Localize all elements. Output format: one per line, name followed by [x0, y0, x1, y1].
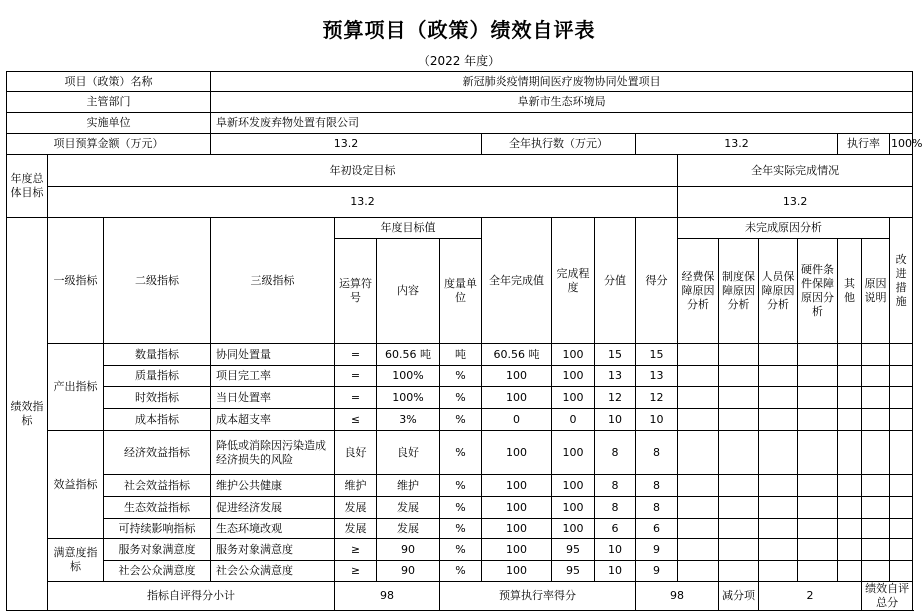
row-op: 良好: [335, 431, 377, 475]
goal-value-row: [7, 187, 913, 218]
row-op: ≥: [335, 539, 377, 561]
level3-header: 三级指标: [211, 218, 335, 344]
row-level2: 经济效益指标: [104, 431, 211, 475]
row-unit: 吨: [440, 344, 482, 366]
table-row: [7, 344, 913, 366]
table-row: [7, 561, 913, 582]
rate-value: 100%: [890, 134, 913, 155]
report-year: （2022 年度）: [417, 54, 501, 68]
unit-value: 阜新环发废弃物处置有限公司: [211, 113, 913, 134]
reason-note-header: 原因说明: [862, 239, 890, 344]
row-score: 8: [595, 497, 636, 519]
row-degree: 100: [552, 475, 595, 497]
row-score: 10: [595, 561, 636, 582]
degree-header: 完成程度: [552, 218, 595, 344]
row-level3: 维护公共健康: [211, 475, 335, 497]
row-got: 15: [636, 344, 678, 366]
row-degree: 95: [552, 561, 595, 582]
row-score: 10: [595, 539, 636, 561]
row-got: 10: [636, 409, 678, 431]
project-name-value: 新冠肺炎疫情期间医疗废物协同处置项目: [211, 72, 913, 92]
row-done: 100: [482, 387, 552, 409]
completed-header: 全年完成值: [482, 218, 552, 344]
row-op: ≥: [335, 561, 377, 582]
indicator-header-row: [7, 218, 913, 239]
row-level3: 当日处置率: [211, 387, 335, 409]
row-content: 100%: [377, 387, 440, 409]
row-got: 6: [636, 519, 678, 539]
content-header: 内容: [377, 239, 440, 344]
row-level3: 协同处置量: [211, 344, 335, 366]
row-degree: 95: [552, 539, 595, 561]
row-got: 9: [636, 561, 678, 582]
row-op: 维护: [335, 475, 377, 497]
row-op: =: [335, 387, 377, 409]
project-name-label: 项目（政策）名称: [7, 72, 211, 92]
table-row: [7, 539, 913, 561]
row-op: ≤: [335, 409, 377, 431]
row-unit: %: [440, 539, 482, 561]
level1-header: 一级指标: [48, 218, 104, 344]
row-got: 8: [636, 431, 678, 475]
dept-row: [7, 92, 913, 113]
row-unit: %: [440, 497, 482, 519]
row-done: 100: [482, 366, 552, 387]
project-name-row: [7, 72, 913, 92]
group-satisfaction: 满意度指标: [48, 539, 104, 582]
table-row: [7, 475, 913, 497]
annual-target-header: 年度目标值: [335, 218, 482, 239]
row-degree: 100: [552, 387, 595, 409]
row-done: 100: [482, 561, 552, 582]
table-row: [7, 519, 913, 539]
reason-group-header: 未完成原因分析: [678, 218, 890, 239]
row-level2: 服务对象满意度: [104, 539, 211, 561]
row-level3: 成本超支率: [211, 409, 335, 431]
total-label: 绩效自评总分: [862, 582, 913, 611]
budget-value: 13.2: [211, 134, 482, 155]
improve-header: 改进措施: [890, 218, 913, 344]
row-done: 60.56 吨: [482, 344, 552, 366]
goal-header-row: [7, 155, 913, 187]
row-got: 9: [636, 539, 678, 561]
op-header: 运算符号: [335, 239, 377, 344]
self-evaluation-table: [6, 71, 922, 611]
row-content: 60.56 吨: [377, 344, 440, 366]
deduct-value: 2: [759, 582, 862, 611]
row-content: 100%: [377, 366, 440, 387]
table-row: [7, 366, 913, 387]
unit-row: [7, 113, 913, 134]
row-score: 8: [595, 475, 636, 497]
goal-actual-label: 全年实际完成情况: [678, 155, 913, 187]
dept-value: 阜新市生态环境局: [211, 92, 913, 113]
row-done: 100: [482, 475, 552, 497]
row-level2: 质量指标: [104, 366, 211, 387]
goal-actual-value: 13.2: [678, 187, 913, 218]
row-got: 12: [636, 387, 678, 409]
rate-label: 执行率: [838, 134, 890, 155]
row-got: 8: [636, 497, 678, 519]
row-unit: %: [440, 475, 482, 497]
row-level2: 生态效益指标: [104, 497, 211, 519]
table-row: [7, 497, 913, 519]
row-unit: %: [440, 519, 482, 539]
row-degree: 100: [552, 519, 595, 539]
row-score: 12: [595, 387, 636, 409]
perf-label: 绩效指标: [7, 218, 48, 611]
row-level3: 促进经济发展: [211, 497, 335, 519]
row-unit: %: [440, 387, 482, 409]
row-level2: 社会公众满意度: [104, 561, 211, 582]
dept-label: 主管部门: [7, 92, 211, 113]
row-degree: 100: [552, 431, 595, 475]
row-content: 3%: [377, 409, 440, 431]
exec-value: 13.2: [636, 134, 838, 155]
row-got: 13: [636, 366, 678, 387]
row-op: =: [335, 344, 377, 366]
row-level3: 服务对象满意度: [211, 539, 335, 561]
budget-row: [7, 134, 913, 155]
row-level2: 社会效益指标: [104, 475, 211, 497]
row-done: 100: [482, 431, 552, 475]
group-output: 产出指标: [48, 344, 104, 431]
goal-initial-value: 13.2: [48, 187, 678, 218]
level2-header: 二级指标: [104, 218, 211, 344]
row-level2: 数量指标: [104, 344, 211, 366]
row-unit: %: [440, 409, 482, 431]
row-level3: 生态环境改观: [211, 519, 335, 539]
footer-row: [7, 582, 913, 611]
row-unit: %: [440, 431, 482, 475]
reason-hardware-header: 硬件条件保障原因分析: [798, 239, 838, 344]
row-degree: 0: [552, 409, 595, 431]
row-score: 10: [595, 409, 636, 431]
row-level2: 时效指标: [104, 387, 211, 409]
row-done: 0: [482, 409, 552, 431]
row-degree: 100: [552, 366, 595, 387]
budget-score-label: 预算执行率得分: [440, 582, 636, 611]
budget-label: 项目预算金额（万元）: [7, 134, 211, 155]
row-content: 良好: [377, 431, 440, 475]
row-score: 15: [595, 344, 636, 366]
row-done: 100: [482, 519, 552, 539]
group-benefit: 效益指标: [48, 431, 104, 539]
reason-staff-header: 人员保障原因分析: [759, 239, 798, 344]
row-level3: 社会公众满意度: [211, 561, 335, 582]
row-content: 发展: [377, 497, 440, 519]
got-header: 得分: [636, 218, 678, 344]
table-row: [7, 431, 913, 475]
row-content: 90: [377, 561, 440, 582]
exec-label: 全年执行数（万元）: [482, 134, 636, 155]
subtotal-label: 指标自评得分小计: [48, 582, 335, 611]
row-score: 6: [595, 519, 636, 539]
row-score: 13: [595, 366, 636, 387]
goal-initial-label: 年初设定目标: [48, 155, 678, 187]
row-level3: 降低或消除因污染造成经济损失的风险: [211, 431, 335, 475]
unit-label: 实施单位: [7, 113, 211, 134]
page-title: 预算项目（政策）绩效自评表: [322, 18, 596, 42]
row-unit: %: [440, 561, 482, 582]
row-content: 维护: [377, 475, 440, 497]
table-row: [7, 387, 913, 409]
row-op: 发展: [335, 497, 377, 519]
reason-other-header: 其他: [838, 239, 862, 344]
row-degree: 100: [552, 497, 595, 519]
score-header: 分值: [595, 218, 636, 344]
budget-score-value: 98: [636, 582, 719, 611]
reason-funding-header: 经费保障原因分析: [678, 239, 719, 344]
row-got: 8: [636, 475, 678, 497]
table-row: [7, 409, 913, 431]
row-degree: 100: [552, 344, 595, 366]
row-level2: 成本指标: [104, 409, 211, 431]
reason-system-header: 制度保障原因分析: [719, 239, 759, 344]
goal-row-label: 年度总体目标: [7, 155, 48, 218]
row-content: 发展: [377, 519, 440, 539]
row-done: 100: [482, 539, 552, 561]
row-score: 8: [595, 431, 636, 475]
subtotal-value: 98: [335, 582, 440, 611]
row-unit: %: [440, 366, 482, 387]
row-op: 发展: [335, 519, 377, 539]
deduct-label: 减分项: [719, 582, 759, 611]
row-op: =: [335, 366, 377, 387]
row-done: 100: [482, 497, 552, 519]
row-level2: 可持续影响指标: [104, 519, 211, 539]
row-content: 90: [377, 539, 440, 561]
row-level3: 项目完工率: [211, 366, 335, 387]
unit-header: 度量单位: [440, 239, 482, 344]
